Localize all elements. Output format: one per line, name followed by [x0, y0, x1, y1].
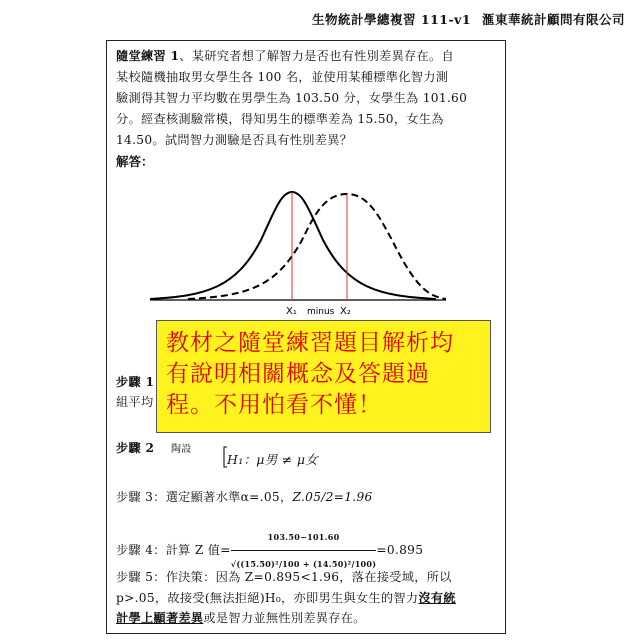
step-5-line-1: 步驟 5：作決策：因為 Z=0.895<1.96，落在接受域，所以 — [116, 570, 452, 584]
question-line-1: 、某研究者想了解智力是否也有性別差異存在。自 — [179, 49, 455, 63]
step-5-line-3 — [116, 608, 366, 628]
critical-z-value: Z.05/2=1.96 — [292, 490, 373, 504]
female-distribution-curve — [188, 194, 446, 299]
banner-line-1: 教材之隨堂練習題目解析均 — [166, 330, 454, 356]
company-name: 滙東華統計顧問有限公司 — [481, 12, 625, 27]
x1-label: X₁ — [286, 306, 297, 317]
question-line-4: 分。經查核測驗常模，得知男生的標準差為 15.50，女生為 — [116, 112, 444, 126]
step-5-line-2 — [116, 588, 456, 608]
step-5-emphasis-2: 計學上顯著差異 — [116, 611, 204, 625]
z-result: =0.895 — [376, 543, 424, 557]
step-1-label: 步驟 1 — [116, 375, 155, 389]
question-line-5: 14.50。試問智力測驗是否具有性別差異？ — [116, 133, 353, 147]
page-header — [0, 10, 625, 28]
step-3 — [116, 487, 373, 507]
male-distribution-curve — [150, 192, 436, 299]
step-2-label: 步驟 2 — [116, 441, 155, 455]
step-4-text: 步驟 4：計算 Z 值= — [116, 543, 231, 557]
step-5-emphasis-1: 沒有統 — [418, 591, 456, 605]
answer-label: 解答： — [116, 154, 154, 169]
z-numerator: 103.50−101.60 — [231, 524, 377, 551]
minus-label: minus — [307, 307, 335, 317]
banner-line-2: 有說明相關概念及答題過 — [166, 361, 430, 387]
banner-line-3: 程。不用怕看不懂！ — [166, 392, 382, 418]
alternative-hypothesis: H₁：μ男 ≠ μ女 — [227, 452, 319, 467]
step-5-line-3-text: 或是智力並無性別差異存在。 — [203, 611, 366, 625]
promo-banner — [156, 320, 491, 433]
step-2-partial: 陶設 — [171, 444, 192, 455]
course-title: 生物統計學總複習 111-v1 — [312, 12, 472, 27]
question-line-3: 驗測得其智力平均數在男學生為 103.50 分，女學生為 101.60 — [116, 91, 468, 105]
x2-label: X₂ — [340, 306, 351, 317]
exercise-question — [116, 46, 500, 151]
step-1-partial: 組平均 — [116, 395, 154, 409]
step-3-text: 步驟 3：選定顯著水準α=.05， — [116, 490, 293, 504]
z-denominator: √((15.50)²/100 + (14.50)²/100) — [230, 559, 377, 569]
hypothesis-brace — [222, 446, 228, 468]
normal-curves-figure — [146, 170, 446, 322]
question-line-2: 某校隨機抽取男女學生各 100 名，並使用某種標準化智力測 — [116, 70, 449, 84]
exercise-label: 隨堂練習 1 — [116, 49, 180, 63]
step-5-line-2-text: p>.05，故接受(無法拒絕)H₀，亦即男生與女生的智力 — [116, 591, 419, 605]
